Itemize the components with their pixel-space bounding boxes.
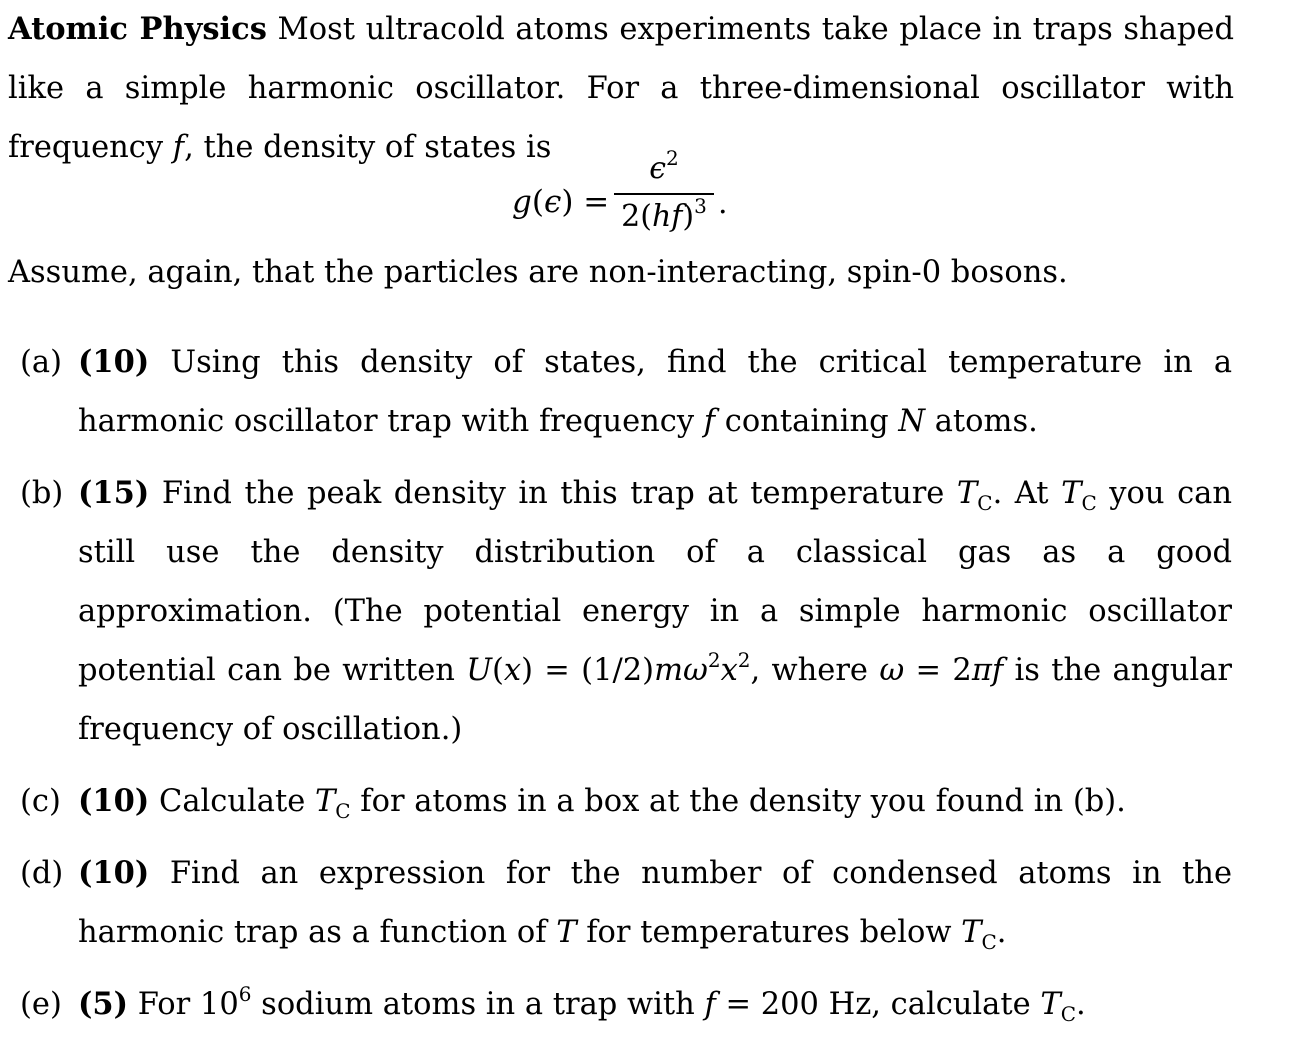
problem-parts-list [20, 333, 1232, 1047]
intro-text-1: Most ultracold atoms experiments take place in traps shaped like a simple harmonic oscillator. For a three-dimensional oscillator with frequency [8, 12, 1234, 165]
var-f: f [172, 130, 185, 165]
part-a: (a) (10) Using this density of states, find the critical temperature in a harmonic oscillator trap with frequency f containing N atoms. [20, 333, 1232, 451]
part-points: (15) [78, 475, 150, 511]
problem-title: Atomic Physics [8, 11, 267, 47]
fraction-denominator: 2(hf)$^3$ [621, 194, 707, 234]
intro-text-2: , the density of states is [184, 130, 552, 165]
equation-fraction [614, 146, 714, 235]
fraction-numerator: $\epsilon^2$ [649, 146, 679, 186]
part-label: (c) [20, 784, 61, 819]
part-label: (d) [20, 856, 64, 891]
part-d: (d) (10) Find an expression for the number of condensed atoms in the harmonic trap as a function of T for temperatures below $T_C$. [20, 844, 1232, 962]
assumption-text: Assume, again, that the particles are non-interacting, spin-0 bosons. [8, 255, 1068, 290]
equation-lhs: g(ϵ) = [512, 184, 610, 220]
part-e: (e) (5) For $10^6$ sodium atoms in a trap with f = 200 Hz, calculate $T_C$. [20, 975, 1232, 1034]
part-label: (e) [20, 987, 62, 1022]
part-b: (b) (15) Find the peak density in this trap at temperature $T_C$. At $T_C$ you can still use the density distribution of a classical gas as a good approximation. (The potential energy in a simple harmonic oscillator potential can be written $U(x) = (1/2)m\omega^2x^2$, where ω = 2πf is the angular frequency of oscillation.) [20, 464, 1232, 759]
part-label: (b) [20, 476, 64, 511]
part-points: (10) [78, 783, 150, 819]
part-points: (10) [78, 855, 150, 891]
part-points: (10) [78, 344, 150, 380]
part-points: (5) [78, 986, 129, 1022]
part-c: (c) (10) Calculate $T_C$ for atoms in a box at the density you found in (b). [20, 772, 1232, 831]
equation-period: . [718, 186, 728, 221]
part-label: (a) [20, 345, 62, 380]
